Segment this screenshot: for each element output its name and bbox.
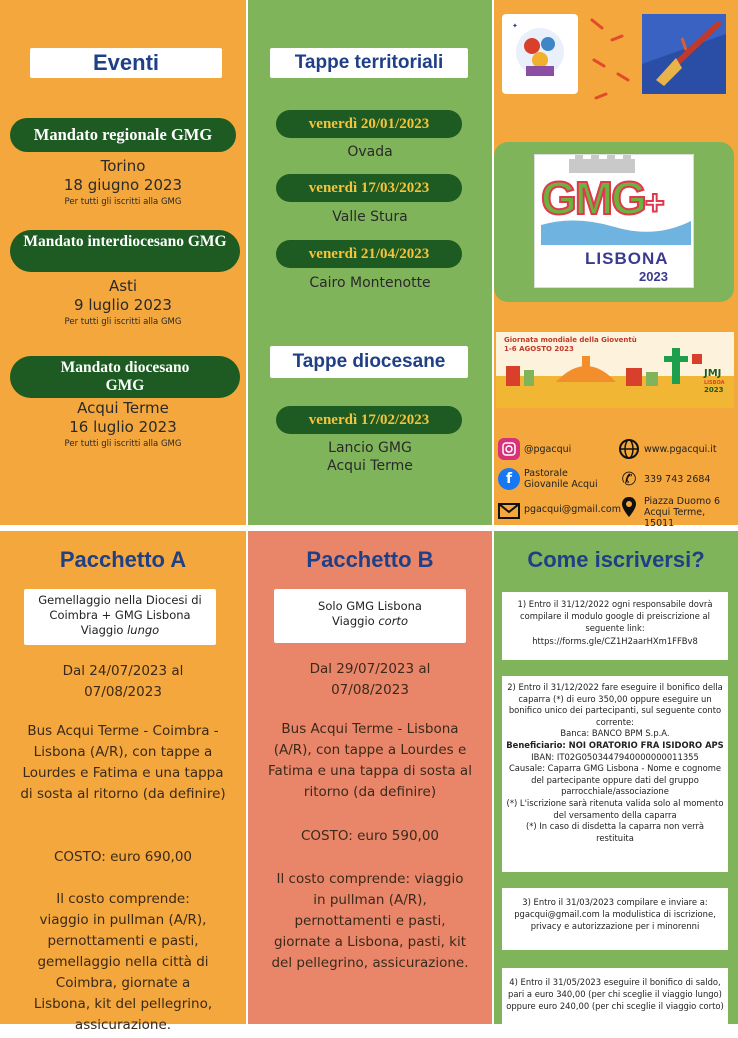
step-3: 3) Entro il 31/03/2023 compilare e inviare a: pgacqui@gmail.com la modulistica di iscrizione, privacy e autorizzazione per i minorenni xyxy=(502,888,728,950)
contact-web[interactable]: www.pgacqui.it xyxy=(618,438,717,460)
mail-icon xyxy=(498,500,520,522)
tappa-diocesana-date: venerdì 17/02/2023 xyxy=(276,406,462,434)
pacchetto-a-bus: Bus Acqui Terme - Coimbra - Lisbona (A/R), con tappe a Lourdes e Fatima e una tappa di sosta al ritorno (da definire) xyxy=(20,723,226,802)
pacchetto-b-header: Pacchetto B xyxy=(306,547,434,572)
contact-instagram[interactable]: @pgacqui xyxy=(498,438,571,460)
tappa-diocesana-line2: Acqui Terme xyxy=(327,458,413,474)
globe-icon xyxy=(618,438,640,460)
paintbrush-icon xyxy=(642,14,726,94)
location-pin-icon xyxy=(618,496,640,518)
brush-decoration xyxy=(642,14,726,94)
event-title-3: Mandato diocesano GMG xyxy=(10,356,240,398)
dash-decoration-icon xyxy=(582,10,642,120)
tappa-diocesana-line1: Lancio GMG xyxy=(328,440,412,456)
contact-address[interactable] xyxy=(618,496,738,529)
phone-icon: ✆ xyxy=(621,468,637,490)
contact-facebook[interactable]: f Pastorale Giovanile Acqui xyxy=(498,468,608,490)
tappa-place-3: Cairo Montenotte xyxy=(309,275,431,291)
events-header: Eventi xyxy=(92,50,160,75)
pacchetto-a-header: Pacchetto A xyxy=(59,547,187,572)
event-place-1: Torino xyxy=(100,157,146,175)
banner-line2: 1-6 AGOSTO 2023 xyxy=(504,345,574,353)
contact-phone[interactable]: ✆ 339 743 2684 xyxy=(618,468,710,490)
tappa-date-3: venerdì 21/04/2023 xyxy=(276,240,462,268)
step-1: 1) Entro il 31/12/2022 ogni responsabile dovrà compilare il modulo google di preiscrizione al seguente link: https://forms.gle/CZ1H2aarHXm1FFBv8 xyxy=(502,592,728,660)
tappa-place-1: Ovada xyxy=(347,144,393,160)
gmg-logo-frame xyxy=(494,142,734,302)
event-title-2: Mandato interdiocesano GMG xyxy=(10,230,240,272)
tappe-diocesane-header-box xyxy=(270,346,468,378)
pacchetto-b-bus: Bus Acqui Terme - Lisbona (A/R), con tappe a Lourdes e Fatima e una tappa di sosta al ritorno (da definire) xyxy=(268,721,472,800)
pastorale-logo xyxy=(502,14,578,94)
tappa-date-2: venerdì 17/03/2023 xyxy=(276,174,462,202)
banner-jmj: JMJ xyxy=(704,368,722,379)
pacchetto-b-includes: Il costo comprende: viaggio in pullman (A/R), pernottamenti e pasti, giornate a Lisbona, pasti, kit del pellegrino, assicurazione. xyxy=(271,871,469,971)
address-line2: Acqui Terme, 15011 xyxy=(644,507,706,529)
pacchetto-a-panel xyxy=(0,531,246,1033)
svg-text:✦: ✦ xyxy=(512,22,518,30)
pacchetto-a-includes: Il costo comprende: viaggio in pullman (A/R), pernottamenti e pasti, gemellaggio nella città di Coimbra, giornate a Lisbona, kit del pellegrino, assicurazione. xyxy=(33,891,213,1033)
gmg-lisbona-text: LISBONA xyxy=(585,249,669,268)
event-note-1: Per tutti gli iscritti alla GMG xyxy=(64,197,182,207)
tappe-panel xyxy=(248,0,492,525)
pastorale-logo-icon xyxy=(502,14,578,94)
banner-city: LISBOA xyxy=(704,380,725,386)
events-panel xyxy=(0,0,246,525)
contact-email[interactable]: pgacqui@gmail.com xyxy=(498,500,621,522)
pacchetto-b-cost: COSTO: euro 590,00 xyxy=(301,828,439,844)
pacchetto-b-dates: Dal 29/07/2023 al 07/08/2023 xyxy=(309,661,431,698)
tappa-date-1: venerdì 20/01/2023 xyxy=(276,110,462,138)
gmg-logo xyxy=(534,154,694,288)
event-date-3: 16 luglio 2023 xyxy=(69,418,177,436)
banner-year: 2023 xyxy=(704,386,724,394)
event-place-3: Acqui Terme xyxy=(77,399,169,417)
event-date-1: 18 giugno 2023 xyxy=(63,176,183,194)
event-title-1: Mandato regionale GMG xyxy=(10,118,236,152)
facebook-icon: f xyxy=(498,468,520,490)
pacchetto-a-box: Gemellaggio nella Diocesi di Coimbra + GMG Lisbona Viaggio lungo xyxy=(24,589,216,645)
address-line1: Piazza Duomo 6 xyxy=(644,496,721,507)
event-place-2: Asti xyxy=(108,277,138,295)
pacchetto-a-cost: COSTO: euro 690,00 xyxy=(54,849,192,865)
tappe-diocesane-header: Tappe diocesane xyxy=(292,351,446,372)
event-note-2: Per tutti gli iscritti alla GMG xyxy=(64,317,182,327)
instagram-icon xyxy=(498,438,520,460)
pacchetto-b-panel xyxy=(248,531,492,1024)
pacchetto-b-box: Solo GMG Lisbona Viaggio corto xyxy=(274,589,466,643)
step-4: 4) Entro il 31/05/2023 eseguire il bonifico di saldo, pari a euro 340,00 (per chi sceglie il viaggio lungo) oppure euro 240,00 (per chi sceglie il viaggio corto) xyxy=(502,968,728,1038)
tappe-territoriali-header-box xyxy=(270,48,468,78)
info-panel xyxy=(494,0,738,529)
pacchetto-a-dates: Dal 24/07/2023 al 07/08/2023 xyxy=(62,663,184,700)
gmg-year-text: 2023 xyxy=(639,269,668,284)
tappe-territoriali-header: Tappe territoriali xyxy=(294,52,444,73)
event-note-3: Per tutti gli iscritti alla GMG xyxy=(64,439,182,449)
step-1-link[interactable]: https://forms.gle/CZ1H2aarHXm1FFBv8 xyxy=(532,636,698,646)
step-2: 2) Entro il 31/12/2022 fare eseguire il bonifico della caparra (*) di euro 350,00 oppure eseguire un bonifico unico dei partecipanti, sul seguente conto corrente: Banca: BANCO BPM S.p.A. Beneficiario: NOI ORATORIO FRA ISIDORO APS IBAN: IT02G0503447940000000011355 Causale: Caparra GMG Lisbona - Nome e cognome del partecipante oppure dati del gruppo parrocchiale/associazione (*) L'iscrizione sarà ritenuta valida solo al momento del versamento della caparra (*) In caso di disdetta la caparra non verrà restituita xyxy=(502,676,728,872)
gmg-banner xyxy=(496,332,734,408)
banner-line1: Giornata mondiale della Gioventù xyxy=(504,336,637,344)
events-header-box xyxy=(30,48,222,78)
tappa-place-2: Valle Stura xyxy=(332,209,408,225)
iscrizione-header: Come iscriversi? xyxy=(527,547,705,572)
event-date-2: 9 luglio 2023 xyxy=(74,296,172,314)
gmg-letters: GMG+ xyxy=(541,172,663,224)
